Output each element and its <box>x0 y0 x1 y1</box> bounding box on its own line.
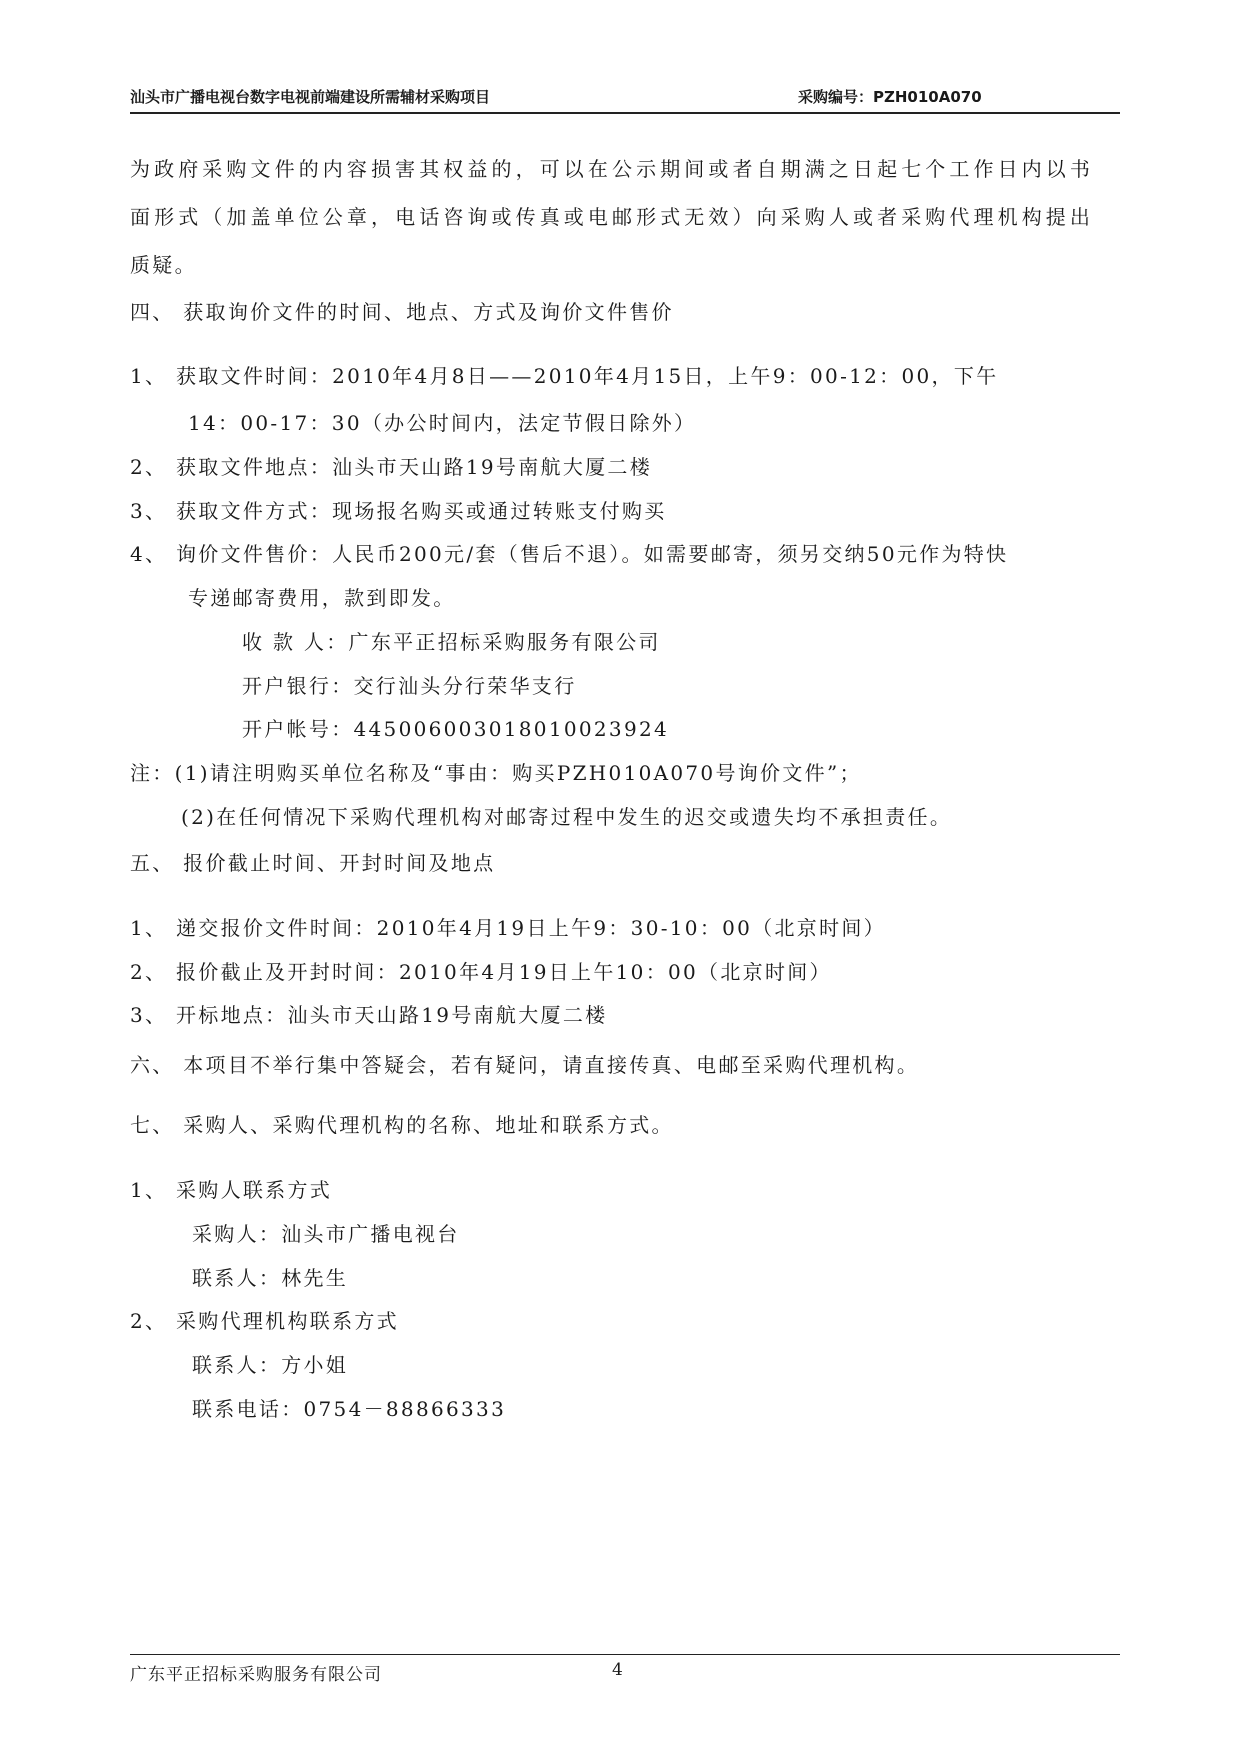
section-heading-6: 六、 本项目不举行集中答疑会，若有疑问，请直接传真、电邮至采购代理机构。 <box>130 1053 920 1077</box>
footer-company: 广东平正招标采购服务有限公司 <box>130 1665 382 1685</box>
list-item: 2、 获取文件地点：汕头市天山路19号南航大厦二楼 <box>130 455 653 479</box>
bank-line: 开户银行：交行汕头分行荣华支行 <box>242 674 577 698</box>
header-project-title: 汕头市广播电视台数字电视前端建设所需辅材采购项目 <box>130 88 491 106</box>
account-line: 开户帐号：445006003018010023924 <box>242 717 670 741</box>
paragraph-line: 面形式（加盖单位公章，电话咨询或传真或电邮形式无效）向采购人或者采购代理机构提出 <box>130 205 1094 229</box>
list-item-continuation: 专递邮寄费用，款到即发。 <box>188 586 456 610</box>
payee-line: 收 款 人：广东平正招标采购服务有限公司 <box>242 630 661 654</box>
page-number: 4 <box>612 1660 623 1680</box>
note-line: (2)在任何情况下采购代理机构对邮寄过程中发生的迟交或遗失均不承担责任。 <box>181 805 953 829</box>
list-item-continuation: 14：00-17：30（办公时间内，法定节假日除外） <box>188 411 697 435</box>
agent-phone-line: 联系电话：0754－88866333 <box>192 1397 507 1421</box>
list-item: 3、 获取文件方式：现场报名购买或通过转账支付购买 <box>130 499 667 523</box>
agent-contact-line: 联系人：方小姐 <box>192 1353 349 1377</box>
list-item: 3、 开标地点：汕头市天山路19号南航大厦二楼 <box>130 1003 608 1027</box>
section-heading-7: 七、 采购人、采购代理机构的名称、地址和联系方式。 <box>130 1113 674 1137</box>
note-line: 注：(1)请注明购买单位名称及“事由：购买PZH010A070号询价文件”； <box>130 761 862 785</box>
page-header <box>130 86 1120 114</box>
list-item: 1、 采购人联系方式 <box>130 1178 333 1202</box>
list-item: 1、 递交报价文件时间：2010年4月19日上午9：30-10：00（北京时间） <box>130 916 886 940</box>
header-procurement-code: 采购编号：PZH010A070 <box>798 88 982 106</box>
footer-divider <box>130 1654 1120 1655</box>
buyer-contact-line: 联系人：林先生 <box>192 1266 349 1290</box>
list-item: 2、 报价截止及开封时间：2010年4月19日上午10：00（北京时间） <box>130 960 832 984</box>
list-item: 2、 采购代理机构联系方式 <box>130 1309 399 1333</box>
section-heading-4: 四、 获取询价文件的时间、地点、方式及询价文件售价 <box>130 300 674 324</box>
paragraph-line: 为政府采购文件的内容损害其权益的，可以在公示期间或者自期满之日起七个工作日内以书 <box>130 157 1094 181</box>
buyer-line: 采购人：汕头市广播电视台 <box>192 1222 460 1246</box>
list-item: 1、 获取文件时间：2010年4月8日——2010年4月15日，上午9：00-12：00，下午 <box>130 364 999 388</box>
paragraph-line: 质疑。 <box>130 253 197 277</box>
section-heading-5: 五、 报价截止时间、开封时间及地点 <box>130 851 496 875</box>
list-item: 4、 询价文件售价：人民币200元/套（售后不退）。如需要邮寄，须另交纳50元作为特快 <box>130 542 1009 566</box>
